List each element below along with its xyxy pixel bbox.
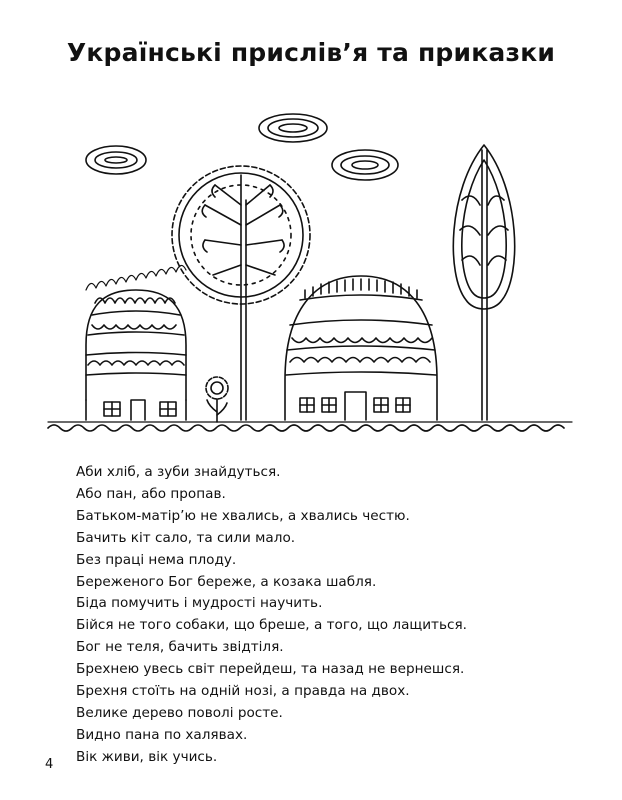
list-item: Брехня стоїть на одній нозі, а правда на двох. [76,683,410,700]
cloud-icon [259,114,327,142]
house-icon [86,265,186,420]
tall-tree-icon [453,145,514,420]
list-item: Бійся не того собаки, що бреше, а того, що лащиться. [76,617,467,634]
list-item: Вік живи, вік учись. [76,748,218,765]
proverbs-list [76,462,596,769]
cloud-icon [332,150,398,180]
wave-ground-icon [48,422,572,431]
list-item: Біда помучить і мудрості научить. [76,595,323,612]
house-icon [285,276,437,420]
list-item: Бачить кіт сало, та сили мало. [76,529,296,546]
list-item: Береженого Бог береже, а козака шабля. [76,573,377,590]
cloud-icon [86,146,146,174]
list-item: Без праці нема плоду. [76,551,237,568]
flower-icon [206,377,228,422]
list-item: Видно пана по халявах. [76,726,248,743]
page-title: Українські прислів’я та приказки [66,38,556,67]
list-item: Або пан, або пропав. [76,485,226,502]
list-item: Брехнею увесь світ перейдеш, та назад не вернешся. [76,661,465,678]
page-number: 4 [45,757,54,772]
list-item: Бог не теля, бачить звідтіля. [76,639,284,656]
round-tree-icon [172,166,310,420]
list-item: Аби хліб, а зуби знайдуться. [76,464,281,480]
coloring-illustration [0,100,622,445]
list-item: Батьком-матір’ю не хвались, а хвались честю. [76,507,410,524]
list-item: Велике дерево поволі росте. [76,704,283,721]
